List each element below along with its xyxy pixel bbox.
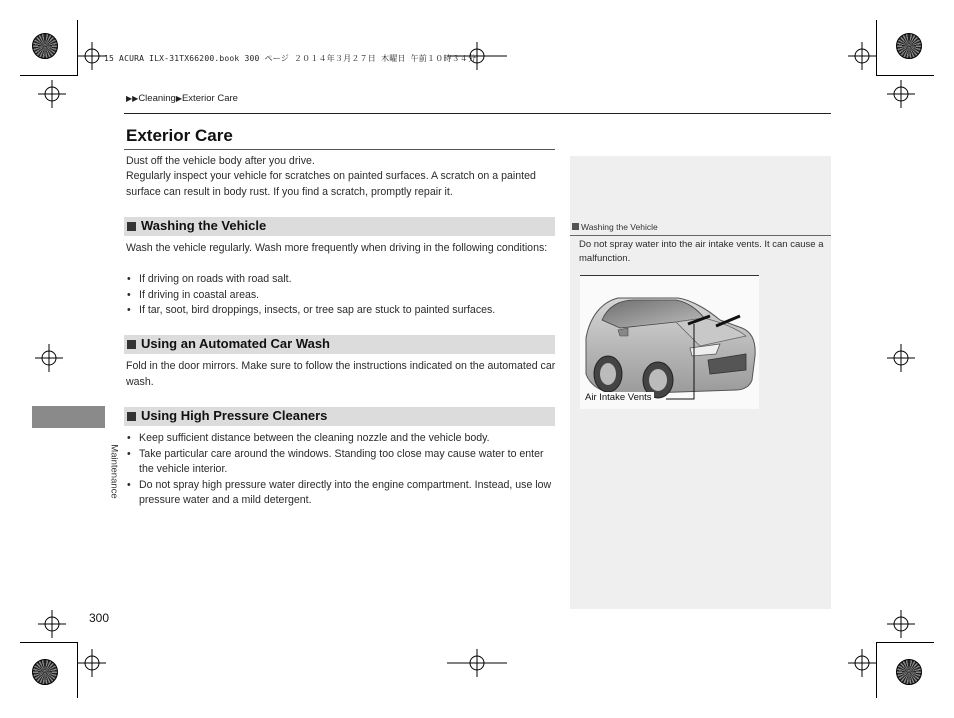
title-rule xyxy=(124,149,555,150)
breadcrumb-item-exterior-care[interactable]: Exterior Care xyxy=(181,93,238,104)
section-heading-washing xyxy=(124,217,555,236)
washing-bullet-list xyxy=(126,272,556,319)
page-title: Exterior Care xyxy=(126,126,233,145)
note-title-label: Washing the Vehicle xyxy=(581,222,658,232)
note-rule xyxy=(570,235,831,236)
section-square-icon xyxy=(127,222,136,231)
section-heading-automated-car-wash xyxy=(124,335,555,354)
breadcrumb xyxy=(126,93,238,104)
car-icon xyxy=(580,276,759,409)
section-heading-label: Using an Automated Car Wash xyxy=(141,336,331,351)
automated-text: Fold in the door mirrors. Make sure to follow the instructions indicated on the automated car wash. xyxy=(126,360,556,388)
note-text: Do not spray water into the air intake vents. It can cause a malfunction. xyxy=(579,239,824,264)
intro-paragraph: Regularly inspect your vehicle for scratches on painted surfaces. A scratch on a painted surface can result in body rust. If you find a scratch, promptly repair it. xyxy=(126,170,536,198)
page-number: 300 xyxy=(89,611,110,625)
washing-text: Wash the vehicle regularly. Wash more frequently when driving in the following conditions: xyxy=(126,242,548,254)
section-heading-label: Washing the Vehicle xyxy=(141,218,267,233)
chapter-label: Maintenance xyxy=(108,444,120,499)
intro-line-1: Dust off the vehicle body after you drive. xyxy=(126,155,315,167)
breadcrumb-arrow-icon: ▶ xyxy=(175,94,182,103)
print-header: 15 ACURA ILX-31TX66200.book 300 ページ ２０１４年３月２７日 木曜日 午前１０時３４分 xyxy=(104,54,477,63)
figure-caption: Air Intake Vents xyxy=(585,392,652,403)
breadcrumb-arrow-icon: ▶▶ xyxy=(126,94,139,103)
section-heading-label: Using High Pressure Cleaners xyxy=(141,408,328,423)
section-heading-high-pressure xyxy=(124,407,555,426)
list-item: • Do not spray high pressure water directly into the engine compartment. Instead, use low pressure water and a mild detergent. xyxy=(126,478,556,509)
list-item: • If driving in coastal areas. xyxy=(126,288,556,304)
car-illustration xyxy=(580,275,759,409)
header-rule xyxy=(124,113,831,114)
section-square-icon xyxy=(127,340,136,349)
list-item: • Take particular care around the windows. Standing too close may cause water to enter the vehicle interior. xyxy=(126,447,556,478)
high-pressure-bullet-list xyxy=(126,431,556,509)
list-item: • If driving on roads with road salt. xyxy=(126,272,556,288)
list-item: • Keep sufficient distance between the cleaning nozzle and the vehicle body. xyxy=(126,431,556,447)
section-square-icon xyxy=(127,412,136,421)
chapter-tab[interactable] xyxy=(32,406,105,428)
note-title[interactable] xyxy=(572,222,658,232)
reference-icon xyxy=(572,223,579,230)
list-item: • If tar, soot, bird droppings, insects, or tree sap are stuck to painted surfaces. xyxy=(126,303,556,319)
breadcrumb-item-cleaning[interactable]: Cleaning xyxy=(138,93,176,104)
